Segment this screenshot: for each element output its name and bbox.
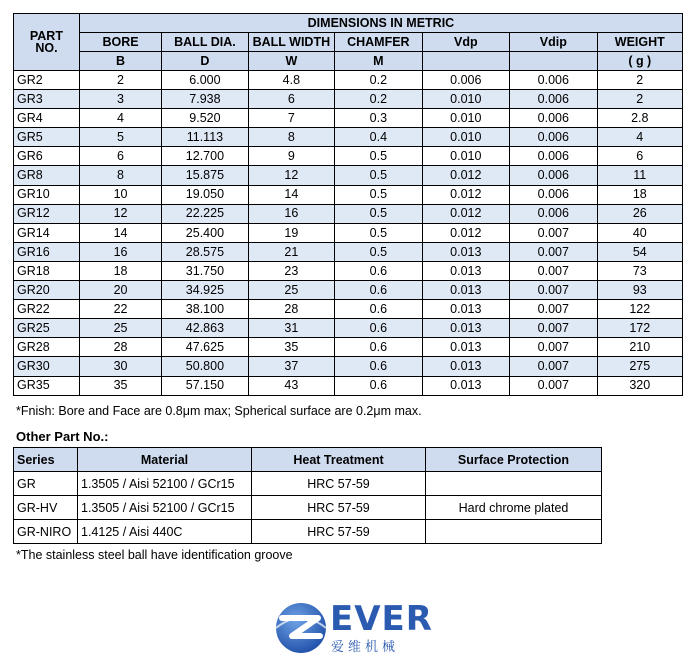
part-no-header: PART NO. — [14, 14, 80, 71]
logo-text: EVER — [330, 599, 433, 639]
table-row — [14, 90, 683, 109]
value-cell: 5 — [79, 128, 161, 147]
value-cell: 0.6 — [335, 300, 422, 319]
other-column-header: Surface Protection — [426, 448, 602, 472]
part-number-cell: GR12 — [14, 204, 80, 223]
value-cell: 0.006 — [510, 185, 597, 204]
value-cell: 21 — [248, 242, 334, 261]
part-number-cell: GR2 — [14, 71, 80, 90]
other-cell: Hard chrome plated — [426, 496, 602, 520]
value-cell: 0.013 — [422, 338, 509, 357]
value-cell: 0.012 — [422, 223, 509, 242]
part-number-cell: GR22 — [14, 300, 80, 319]
value-cell: 4 — [597, 128, 682, 147]
dimensions-group-header: DIMENSIONS IN METRIC — [79, 14, 682, 33]
part-number-cell: GR18 — [14, 261, 80, 280]
table-row — [14, 300, 683, 319]
value-cell: 0.012 — [422, 166, 509, 185]
value-cell: 35 — [248, 338, 334, 357]
table-row — [14, 128, 683, 147]
table-row — [14, 472, 602, 496]
value-cell: 31 — [248, 319, 334, 338]
column-subheader: W — [248, 52, 334, 71]
value-cell: 12 — [248, 166, 334, 185]
column-subheader: ( g ) — [597, 52, 682, 71]
value-cell: 0.6 — [335, 357, 422, 376]
value-cell: 6 — [597, 147, 682, 166]
value-cell: 42.863 — [162, 319, 248, 338]
other-cell: HRC 57-59 — [252, 496, 426, 520]
part-number-cell: GR25 — [14, 319, 80, 338]
other-cell: HRC 57-59 — [252, 520, 426, 544]
value-cell: 0.010 — [422, 128, 509, 147]
value-cell: 0.007 — [510, 300, 597, 319]
other-cell: GR — [14, 472, 78, 496]
table-row — [14, 185, 683, 204]
value-cell: 0.013 — [422, 319, 509, 338]
column-header: CHAMFER — [335, 33, 422, 52]
part-number-cell: GR20 — [14, 281, 80, 300]
value-cell: 8 — [248, 128, 334, 147]
other-cell: 1.4125 / Aisi 440C — [78, 520, 252, 544]
part-number-cell: GR8 — [14, 166, 80, 185]
other-column-header: Series — [14, 448, 78, 472]
value-cell: 23 — [248, 261, 334, 280]
other-cell: 1.3505 / Aisi 52100 / GCr15 — [78, 472, 252, 496]
other-cell: GR-HV — [14, 496, 78, 520]
finish-note: *Fnish: Bore and Face are 0.8μm max; Spherical surface are 0.2μm max. — [16, 404, 422, 418]
value-cell: 9.520 — [162, 109, 248, 128]
table-row — [14, 204, 683, 223]
value-cell: 0.4 — [335, 128, 422, 147]
value-cell: 0.007 — [510, 376, 597, 395]
value-cell: 11.113 — [162, 128, 248, 147]
table-row — [14, 338, 683, 357]
column-header: BALL DIA. — [162, 33, 248, 52]
column-header: BORE — [79, 33, 161, 52]
table-row — [14, 109, 683, 128]
value-cell: 22 — [79, 300, 161, 319]
value-cell: 0.5 — [335, 223, 422, 242]
value-cell: 57.150 — [162, 376, 248, 395]
value-cell: 0.013 — [422, 261, 509, 280]
column-header: Vdp — [422, 33, 509, 52]
other-column-header: Material — [78, 448, 252, 472]
value-cell: 0.6 — [335, 338, 422, 357]
value-cell: 2 — [79, 71, 161, 90]
table-row — [14, 281, 683, 300]
value-cell: 2 — [597, 71, 682, 90]
other-cell: GR-NIRO — [14, 520, 78, 544]
other-cell — [426, 520, 602, 544]
table-row — [14, 166, 683, 185]
value-cell: 22.225 — [162, 204, 248, 223]
groove-note: *The stainless steel ball have identification groove — [16, 548, 293, 562]
value-cell: 0.013 — [422, 357, 509, 376]
value-cell: 35 — [79, 376, 161, 395]
value-cell: 0.013 — [422, 281, 509, 300]
value-cell: 0.6 — [335, 376, 422, 395]
other-parts-table — [13, 447, 602, 544]
value-cell: 0.5 — [335, 166, 422, 185]
value-cell: 18 — [79, 261, 161, 280]
value-cell: 38.100 — [162, 300, 248, 319]
value-cell: 0.3 — [335, 109, 422, 128]
value-cell: 28.575 — [162, 242, 248, 261]
other-parts-title: Other Part No.: — [16, 429, 109, 444]
value-cell: 0.006 — [510, 109, 597, 128]
value-cell: 12.700 — [162, 147, 248, 166]
value-cell: 4.8 — [248, 71, 334, 90]
value-cell: 0.007 — [510, 357, 597, 376]
column-subheader: D — [162, 52, 248, 71]
value-cell: 0.006 — [510, 147, 597, 166]
part-number-cell: GR10 — [14, 185, 80, 204]
value-cell: 10 — [79, 185, 161, 204]
part-number-cell: GR6 — [14, 147, 80, 166]
value-cell: 18 — [597, 185, 682, 204]
part-number-cell: GR28 — [14, 338, 80, 357]
part-number-cell: GR35 — [14, 376, 80, 395]
value-cell: 0.007 — [510, 261, 597, 280]
value-cell: 4 — [79, 109, 161, 128]
value-cell: 73 — [597, 261, 682, 280]
value-cell: 0.006 — [510, 71, 597, 90]
value-cell: 0.012 — [422, 185, 509, 204]
value-cell: 50.800 — [162, 357, 248, 376]
column-header: Vdip — [510, 33, 597, 52]
value-cell: 19 — [248, 223, 334, 242]
column-subheader: B — [79, 52, 161, 71]
value-cell: 37 — [248, 357, 334, 376]
value-cell: 0.010 — [422, 90, 509, 109]
value-cell: 11 — [597, 166, 682, 185]
value-cell: 0.5 — [335, 147, 422, 166]
other-cell: HRC 57-59 — [252, 472, 426, 496]
value-cell: 7 — [248, 109, 334, 128]
value-cell: 6 — [79, 147, 161, 166]
value-cell: 20 — [79, 281, 161, 300]
column-subheader — [510, 52, 597, 71]
other-cell: 1.3505 / Aisi 52100 / GCr15 — [78, 496, 252, 520]
value-cell: 0.6 — [335, 281, 422, 300]
value-cell: 0.007 — [510, 242, 597, 261]
table-row — [14, 242, 683, 261]
column-subheader — [422, 52, 509, 71]
value-cell: 2 — [597, 90, 682, 109]
value-cell: 28 — [79, 338, 161, 357]
value-cell: 30 — [79, 357, 161, 376]
value-cell: 0.007 — [510, 223, 597, 242]
part-number-cell: GR30 — [14, 357, 80, 376]
value-cell: 275 — [597, 357, 682, 376]
table-row — [14, 261, 683, 280]
table-row — [14, 223, 683, 242]
value-cell: 0.006 — [510, 90, 597, 109]
table-row — [14, 357, 683, 376]
part-number-cell: GR3 — [14, 90, 80, 109]
value-cell: 16 — [248, 204, 334, 223]
value-cell: 0.010 — [422, 147, 509, 166]
value-cell: 210 — [597, 338, 682, 357]
value-cell: 172 — [597, 319, 682, 338]
value-cell: 0.006 — [510, 204, 597, 223]
value-cell: 0.2 — [335, 90, 422, 109]
value-cell: 0.013 — [422, 376, 509, 395]
value-cell: 14 — [79, 223, 161, 242]
logo-subtitle: 爱维机械 — [331, 640, 400, 655]
table-row — [14, 319, 683, 338]
value-cell: 25 — [79, 319, 161, 338]
value-cell: 0.010 — [422, 109, 509, 128]
value-cell: 0.007 — [510, 281, 597, 300]
other-column-header: Heat Treatment — [252, 448, 426, 472]
column-subheader: M — [335, 52, 422, 71]
value-cell: 0.5 — [335, 204, 422, 223]
table-row — [14, 71, 683, 90]
value-cell: 40 — [597, 223, 682, 242]
value-cell: 19.050 — [162, 185, 248, 204]
value-cell: 3 — [79, 90, 161, 109]
value-cell: 26 — [597, 204, 682, 223]
value-cell: 0.6 — [335, 319, 422, 338]
value-cell: 0.5 — [335, 185, 422, 204]
table-row — [14, 376, 683, 395]
value-cell: 12 — [79, 204, 161, 223]
value-cell: 0.013 — [422, 242, 509, 261]
value-cell: 31.750 — [162, 261, 248, 280]
value-cell: 9 — [248, 147, 334, 166]
value-cell: 0.5 — [335, 242, 422, 261]
value-cell: 8 — [79, 166, 161, 185]
value-cell: 6.000 — [162, 71, 248, 90]
table-row — [14, 496, 602, 520]
value-cell: 15.875 — [162, 166, 248, 185]
value-cell: 28 — [248, 300, 334, 319]
value-cell: 93 — [597, 281, 682, 300]
table-row — [14, 147, 683, 166]
value-cell: 7.938 — [162, 90, 248, 109]
part-number-cell: GR5 — [14, 128, 80, 147]
value-cell: 122 — [597, 300, 682, 319]
value-cell: 0.013 — [422, 300, 509, 319]
part-number-cell: GR16 — [14, 242, 80, 261]
value-cell: 43 — [248, 376, 334, 395]
value-cell: 0.006 — [422, 71, 509, 90]
value-cell: 47.625 — [162, 338, 248, 357]
value-cell: 0.006 — [510, 166, 597, 185]
table-row — [14, 520, 602, 544]
column-header: WEIGHT — [597, 33, 682, 52]
part-number-cell: GR4 — [14, 109, 80, 128]
value-cell: 2.8 — [597, 109, 682, 128]
value-cell: 0.012 — [422, 204, 509, 223]
value-cell: 25.400 — [162, 223, 248, 242]
part-number-cell: GR14 — [14, 223, 80, 242]
value-cell: 14 — [248, 185, 334, 204]
value-cell: 0.006 — [510, 128, 597, 147]
value-cell: 0.6 — [335, 261, 422, 280]
dimensions-table — [13, 13, 683, 396]
column-header: BALL WIDTH — [248, 33, 334, 52]
value-cell: 0.007 — [510, 338, 597, 357]
value-cell: 34.925 — [162, 281, 248, 300]
value-cell: 0.007 — [510, 319, 597, 338]
value-cell: 16 — [79, 242, 161, 261]
value-cell: 6 — [248, 90, 334, 109]
value-cell: 320 — [597, 376, 682, 395]
value-cell: 0.2 — [335, 71, 422, 90]
value-cell: 54 — [597, 242, 682, 261]
other-cell — [426, 472, 602, 496]
value-cell: 25 — [248, 281, 334, 300]
